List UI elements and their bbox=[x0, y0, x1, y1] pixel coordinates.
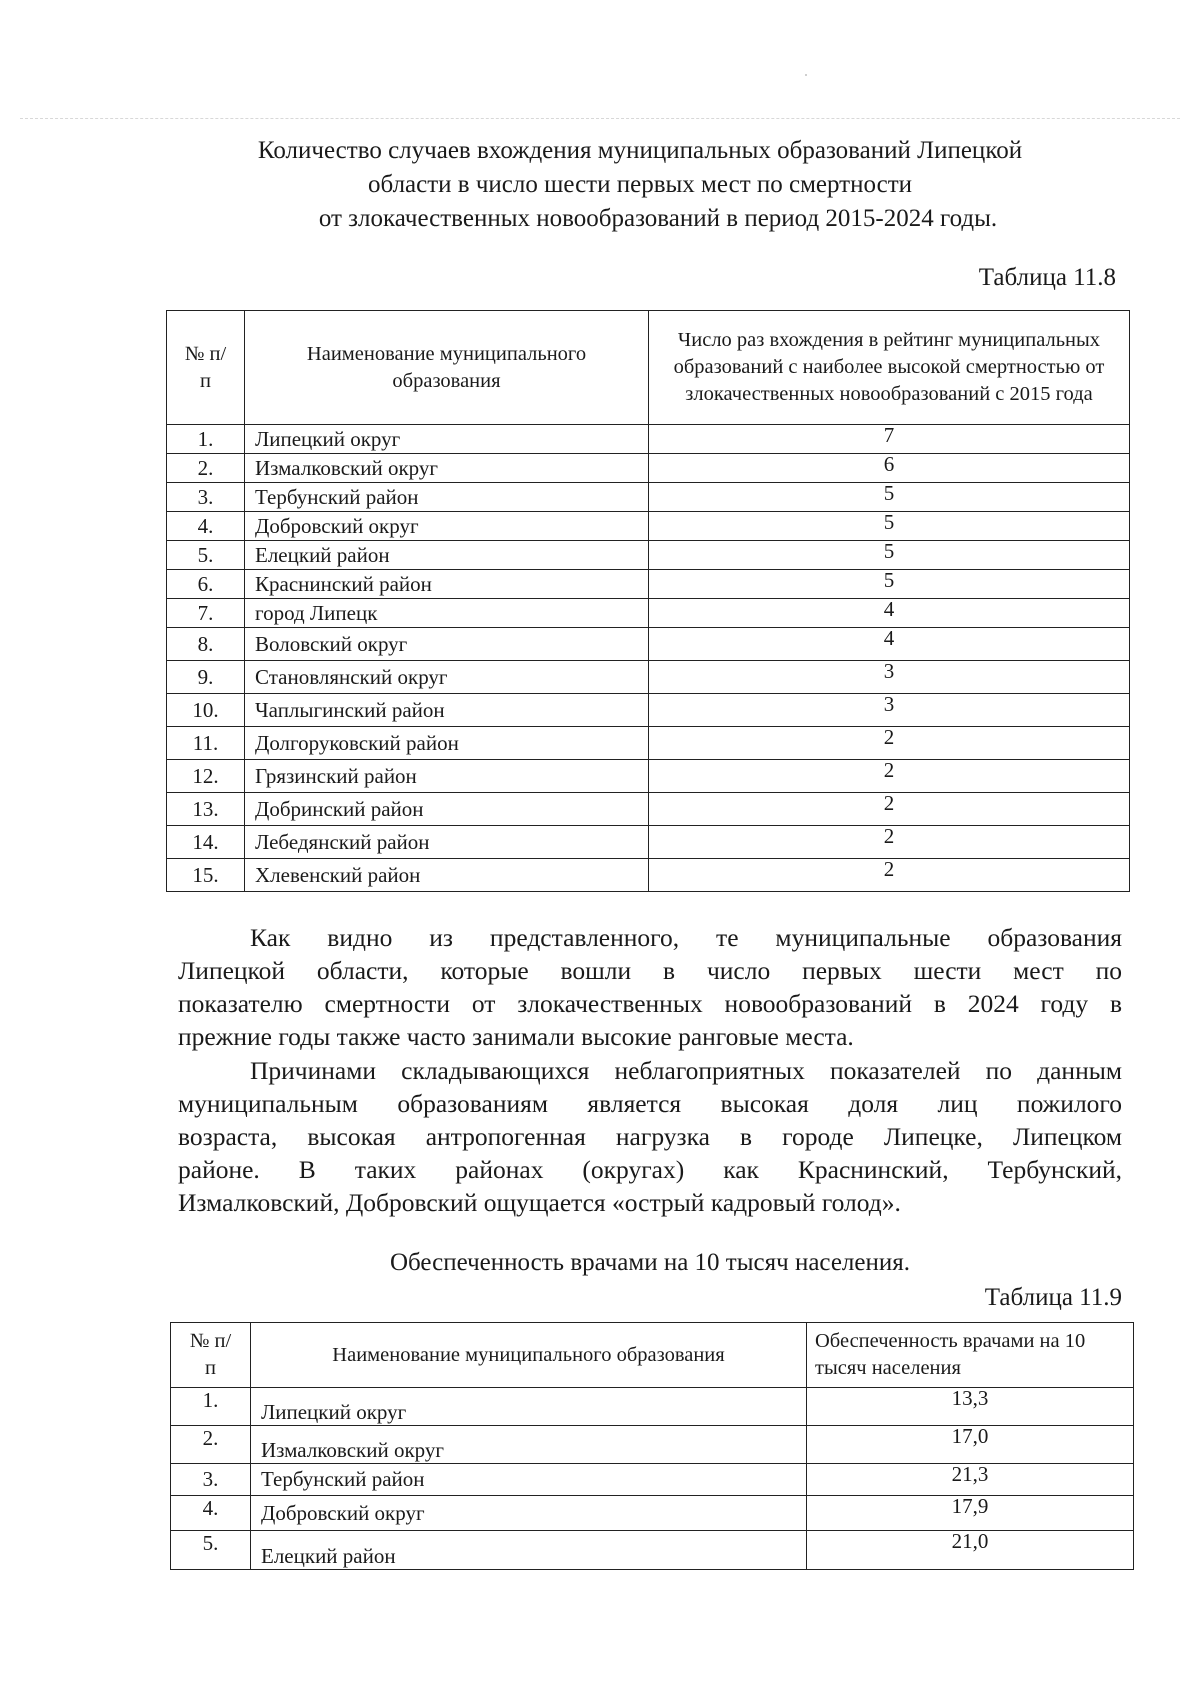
table-row bbox=[171, 1531, 1134, 1570]
table-row bbox=[167, 599, 1130, 628]
row-count: 2 bbox=[649, 760, 1130, 793]
row-count: 3 bbox=[649, 661, 1130, 694]
row-municipality: Измалковский округ bbox=[251, 1426, 807, 1464]
table-11-8 bbox=[166, 310, 1130, 892]
row-municipality: Липецкий округ bbox=[251, 1388, 807, 1426]
row-count: 4 bbox=[649, 599, 1130, 628]
table-row bbox=[167, 425, 1130, 454]
document-title bbox=[150, 134, 1130, 236]
table2-label: Таблица 11.9 bbox=[984, 1284, 1122, 1311]
table-row bbox=[167, 760, 1130, 793]
row-municipality: Липецкий округ bbox=[245, 425, 649, 454]
row-count: 4 bbox=[649, 628, 1130, 661]
row-municipality: Измалковский округ bbox=[245, 454, 649, 483]
row-number: 5. bbox=[167, 541, 245, 570]
row-municipality: Елецкий район bbox=[251, 1531, 807, 1570]
table-row bbox=[171, 1388, 1134, 1426]
paragraph-2-line: Измалковский, Добровский ощущается «острый кадровый голод». bbox=[178, 1188, 901, 1217]
paragraph-2-line: районе. В таких районах (округах) как Краснинский, Тербунский, bbox=[178, 1155, 1122, 1184]
table-row bbox=[167, 628, 1130, 661]
row-number: 1. bbox=[167, 425, 245, 454]
table1-header-num: № п/п bbox=[167, 311, 245, 425]
row-number: 9. bbox=[167, 661, 245, 694]
table-row bbox=[171, 1496, 1134, 1531]
row-count: 2 bbox=[649, 727, 1130, 760]
row-count: 2 bbox=[649, 826, 1130, 859]
table2-header-provision: Обеспеченность врачами на 10 тысяч населения bbox=[807, 1323, 1134, 1388]
row-number: 5. bbox=[171, 1531, 251, 1570]
row-municipality: Тербунский район bbox=[245, 483, 649, 512]
row-municipality: Становлянский округ bbox=[245, 661, 649, 694]
row-municipality: город Липецк bbox=[245, 599, 649, 628]
row-number: 10. bbox=[167, 694, 245, 727]
row-provision: 13,3 bbox=[807, 1388, 1134, 1426]
row-count: 5 bbox=[649, 483, 1130, 512]
paragraph-1 bbox=[178, 921, 1122, 1053]
row-number: 4. bbox=[171, 1496, 251, 1531]
row-number: 3. bbox=[171, 1464, 251, 1496]
table-row bbox=[167, 694, 1130, 727]
row-count: 5 bbox=[649, 512, 1130, 541]
table-row bbox=[167, 826, 1130, 859]
row-number: 2. bbox=[167, 454, 245, 483]
row-number: 8. bbox=[167, 628, 245, 661]
row-number: 13. bbox=[167, 793, 245, 826]
title-line-3: от злокачественных новообразований в период 2015-2024 годы. bbox=[318, 205, 998, 232]
table-row bbox=[167, 541, 1130, 570]
row-municipality: Добринский район bbox=[245, 793, 649, 826]
row-municipality: Чаплыгинский район bbox=[245, 694, 649, 727]
row-number: 11. bbox=[167, 727, 245, 760]
row-municipality: Тербунский район bbox=[251, 1464, 807, 1496]
table-row bbox=[167, 483, 1130, 512]
table2-header-row bbox=[171, 1323, 1134, 1388]
row-provision: 21,0 bbox=[807, 1531, 1134, 1570]
row-municipality: Краснинский район bbox=[245, 570, 649, 599]
paragraph-2-line: возраста, высокая антропогенная нагрузка в городе Липецке, Липецком bbox=[178, 1122, 1122, 1151]
row-count: 2 bbox=[649, 859, 1130, 892]
row-number: 2. bbox=[171, 1426, 251, 1464]
table-11-9 bbox=[170, 1322, 1134, 1570]
row-provision: 21,3 bbox=[807, 1464, 1134, 1496]
paragraph-1-line: прежние годы также часто занимали высокие ранговые места. bbox=[178, 1022, 854, 1051]
row-count: 5 bbox=[649, 570, 1130, 599]
row-municipality: Добровский округ bbox=[251, 1496, 807, 1531]
row-number: 6. bbox=[167, 570, 245, 599]
table-row bbox=[167, 454, 1130, 483]
scan-artifact-line bbox=[20, 118, 1180, 119]
table2-header-num: № п/п bbox=[171, 1323, 251, 1388]
paragraph-2 bbox=[178, 1054, 1122, 1219]
row-number: 12. bbox=[167, 760, 245, 793]
row-count: 3 bbox=[649, 694, 1130, 727]
table1-label: Таблица 11.8 bbox=[978, 264, 1116, 291]
row-municipality: Грязинский район bbox=[245, 760, 649, 793]
row-municipality: Воловский округ bbox=[245, 628, 649, 661]
row-number: 4. bbox=[167, 512, 245, 541]
table-row bbox=[167, 570, 1130, 599]
table-row bbox=[167, 512, 1130, 541]
row-number: 14. bbox=[167, 826, 245, 859]
row-number: 15. bbox=[167, 859, 245, 892]
scan-speck bbox=[805, 74, 807, 76]
table2-header-name: Наименование муниципального образования bbox=[251, 1323, 807, 1388]
row-municipality: Елецкий район bbox=[245, 541, 649, 570]
paragraph-1-line: Липецкой области, которые вошли в число первых шести мест по bbox=[178, 956, 1122, 985]
table-row bbox=[167, 661, 1130, 694]
table1-header-count: Число раз вхождения в рейтинг муниципальных образований с наиболее высокой смертностью от злокачественных новообразований с 2015 года bbox=[649, 311, 1130, 425]
table-row bbox=[171, 1426, 1134, 1464]
row-count: 6 bbox=[649, 454, 1130, 483]
title-line-2: области в число шести первых мест по смертности bbox=[367, 171, 913, 198]
paragraph-2-line: Причинами складывающихся неблагоприятных показателей по данным bbox=[250, 1056, 1122, 1085]
row-municipality: Долгоруковский район bbox=[245, 727, 649, 760]
table-row bbox=[167, 727, 1130, 760]
row-municipality: Добровский округ bbox=[245, 512, 649, 541]
row-number: 3. bbox=[167, 483, 245, 512]
row-municipality: Хлевенский район bbox=[245, 859, 649, 892]
row-municipality: Лебедянский район bbox=[245, 826, 649, 859]
row-provision: 17,0 bbox=[807, 1426, 1134, 1464]
row-count: 2 bbox=[649, 793, 1130, 826]
paragraph-1-line: Как видно из представленного, те муниципальные образования bbox=[250, 923, 1122, 952]
row-count: 7 bbox=[649, 425, 1130, 454]
table-row bbox=[171, 1464, 1134, 1496]
table-row bbox=[167, 859, 1130, 892]
paragraph-1-line: показателю смертности от злокачественных новообразований в 2024 году в bbox=[178, 989, 1122, 1018]
paragraph-2-line: муниципальным образованиям является высокая доля лиц пожилого bbox=[178, 1089, 1122, 1118]
row-number: 7. bbox=[167, 599, 245, 628]
title-line-1: Количество случаев вхождения муниципальных образований Липецкой bbox=[257, 137, 1023, 164]
table-row bbox=[167, 793, 1130, 826]
row-number: 1. bbox=[171, 1388, 251, 1426]
table1-header-row bbox=[167, 311, 1130, 425]
row-count: 5 bbox=[649, 541, 1130, 570]
row-provision: 17,9 bbox=[807, 1496, 1134, 1531]
table2-caption: Обеспеченность врачами на 10 тысяч населения. bbox=[389, 1249, 911, 1276]
table1-header-name: Наименование муниципального образования bbox=[245, 311, 649, 425]
